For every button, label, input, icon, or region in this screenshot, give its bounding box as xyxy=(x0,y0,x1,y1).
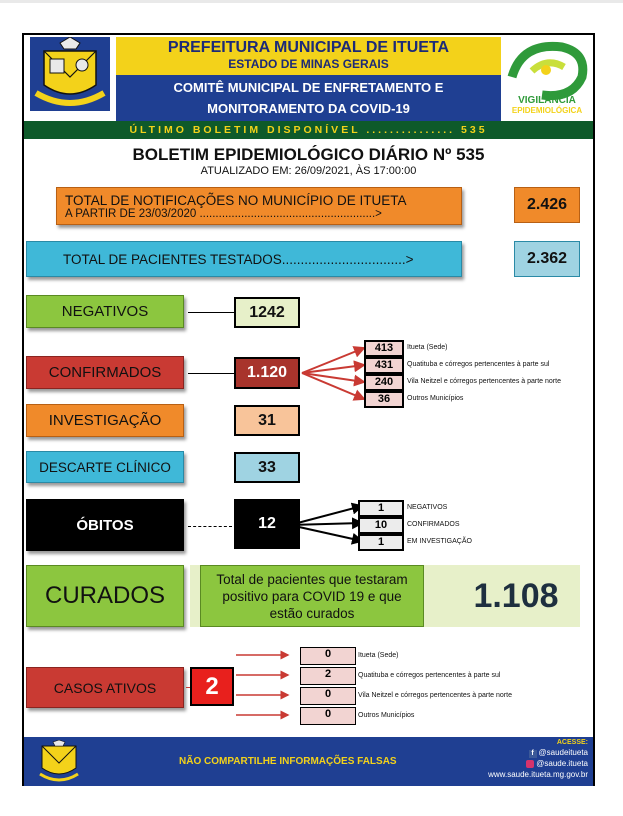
deaths-confirmed-label: CONFIRMADOS xyxy=(407,521,460,528)
confirmed-label: CONFIRMADOS xyxy=(26,356,184,389)
active-arrows xyxy=(234,645,294,721)
negatives-connector xyxy=(188,312,234,313)
municipal-crest-icon xyxy=(30,37,110,111)
instagram-handle: @saude.itueta xyxy=(536,759,588,768)
deaths-negative-value: 1 xyxy=(358,500,404,517)
negatives-label: NEGATIVOS xyxy=(26,295,184,328)
confirmed-norte-label: Vila Neitzel e córregos pertencentes à parte norte xyxy=(407,378,561,385)
footer-warning: NÃO COMPARTILHE INFORMAÇÕES FALSAS xyxy=(179,756,397,767)
footer-website[interactable]: www.saude.itueta.mg.gov.br xyxy=(488,770,588,779)
active-outros-value: 0 xyxy=(300,707,356,725)
active-value: 2 xyxy=(190,667,234,706)
deaths-investigation-label: EM INVESTIGAÇÃO xyxy=(407,538,472,545)
active-sul-label: Quatituba e córregos pertencentes à parte sul xyxy=(358,672,501,679)
committee-line1: COMITÊ MUNICIPAL DE ENFRETAMENTO E xyxy=(173,80,444,95)
footer-instagram[interactable] xyxy=(444,759,588,768)
cured-description: Total de pacientes que testaram positivo para COVID 19 e que estão curados xyxy=(200,565,424,627)
confirmed-norte-value: 240 xyxy=(364,374,404,391)
footer-crest-icon xyxy=(36,740,82,783)
cured-label: CURADOS xyxy=(26,565,184,627)
deaths-arrows xyxy=(288,499,368,549)
deaths-confirmed-value: 10 xyxy=(358,517,404,534)
notifications-since: A PARTIR DE 23/03/2020 .......................................................> xyxy=(65,207,382,220)
active-outros-label: Outros Municípios xyxy=(358,712,415,719)
footer-access-label: ACESSE: xyxy=(556,739,588,746)
deaths-value: 12 xyxy=(234,499,300,549)
deaths-negative-label: NEGATIVOS xyxy=(407,504,448,511)
last-bulletin-bar[interactable]: ÚLTIMO BOLETIM DISPONÍVEL ............... 535 xyxy=(24,121,593,139)
tested-value: 2.362 xyxy=(514,241,580,277)
deaths-connector xyxy=(188,526,232,527)
bulletin-poster xyxy=(22,33,595,786)
prefecture-title: PREFEITURA MUNICIPAL DE ITUETA xyxy=(167,39,450,56)
logo-vigilancia-text: VIGILÂNCIA xyxy=(518,95,576,106)
committee-line2: MONITORAMENTO DA COVID-19 xyxy=(207,101,410,116)
active-sede-label: Itueta (Sede) xyxy=(358,652,399,659)
footer xyxy=(24,737,593,786)
confirmed-sede-value: 413 xyxy=(364,340,404,357)
facebook-handle: @saudeitueta xyxy=(538,748,588,757)
investigation-value: 31 xyxy=(234,405,300,436)
notifications-value: 2.426 xyxy=(514,187,580,223)
confirmed-sede-label: Itueta (Sede) xyxy=(407,344,448,351)
notifications-label: TOTAL DE NOTIFICAÇÕES NO MUNICÍPIO DE ITUETA xyxy=(65,192,407,208)
active-label: CASOS ATIVOS xyxy=(26,667,184,708)
active-norte-label: Vila Neitzel e córregos pertencentes à parte norte xyxy=(358,692,512,699)
confirmed-sul-label: Quatituba e córregos pertencentes à parte sul xyxy=(407,361,550,368)
confirmed-sul-value: 431 xyxy=(364,357,404,374)
header xyxy=(24,35,593,121)
negatives-value: 1242 xyxy=(234,297,300,328)
deaths-label: ÓBITOS xyxy=(26,499,184,551)
deaths-investigation-value: 1 xyxy=(358,534,404,551)
active-sul-value: 2 xyxy=(300,667,356,685)
state-subtitle: ESTADO DE MINAS GERAIS xyxy=(228,57,389,71)
logo-epidemiologica-text: EPIDEMIOLÓGICA xyxy=(511,106,583,115)
tested-banner: TOTAL DE PACIENTES TESTADOS.................................> xyxy=(26,241,462,277)
cured-value: 1.108 xyxy=(473,576,559,615)
confirmed-outros-label: Outros Municípios xyxy=(407,395,464,402)
top-divider xyxy=(0,0,623,3)
active-norte-value: 0 xyxy=(300,687,356,705)
notifications-banner xyxy=(56,187,462,225)
discard-value: 33 xyxy=(234,452,300,483)
active-sede-value: 0 xyxy=(300,647,356,665)
instagram-icon xyxy=(526,760,534,768)
bulletin-title: BOLETIM EPIDEMIOLÓGICO DIÁRIO Nº 535 xyxy=(132,145,485,164)
updated-timestamp: ATUALIZADO EM: 26/09/2021, ÀS 17:00:00 xyxy=(200,165,417,177)
facebook-icon: f xyxy=(529,750,537,758)
confirmed-value: 1.120 xyxy=(234,357,300,389)
discard-label: DESCARTE CLÍNICO xyxy=(26,451,184,483)
investigation-label: INVESTIGAÇÃO xyxy=(26,404,184,437)
confirmed-outros-value: 36 xyxy=(364,391,404,408)
confirmed-connector xyxy=(188,373,234,374)
footer-facebook[interactable] xyxy=(444,748,588,758)
